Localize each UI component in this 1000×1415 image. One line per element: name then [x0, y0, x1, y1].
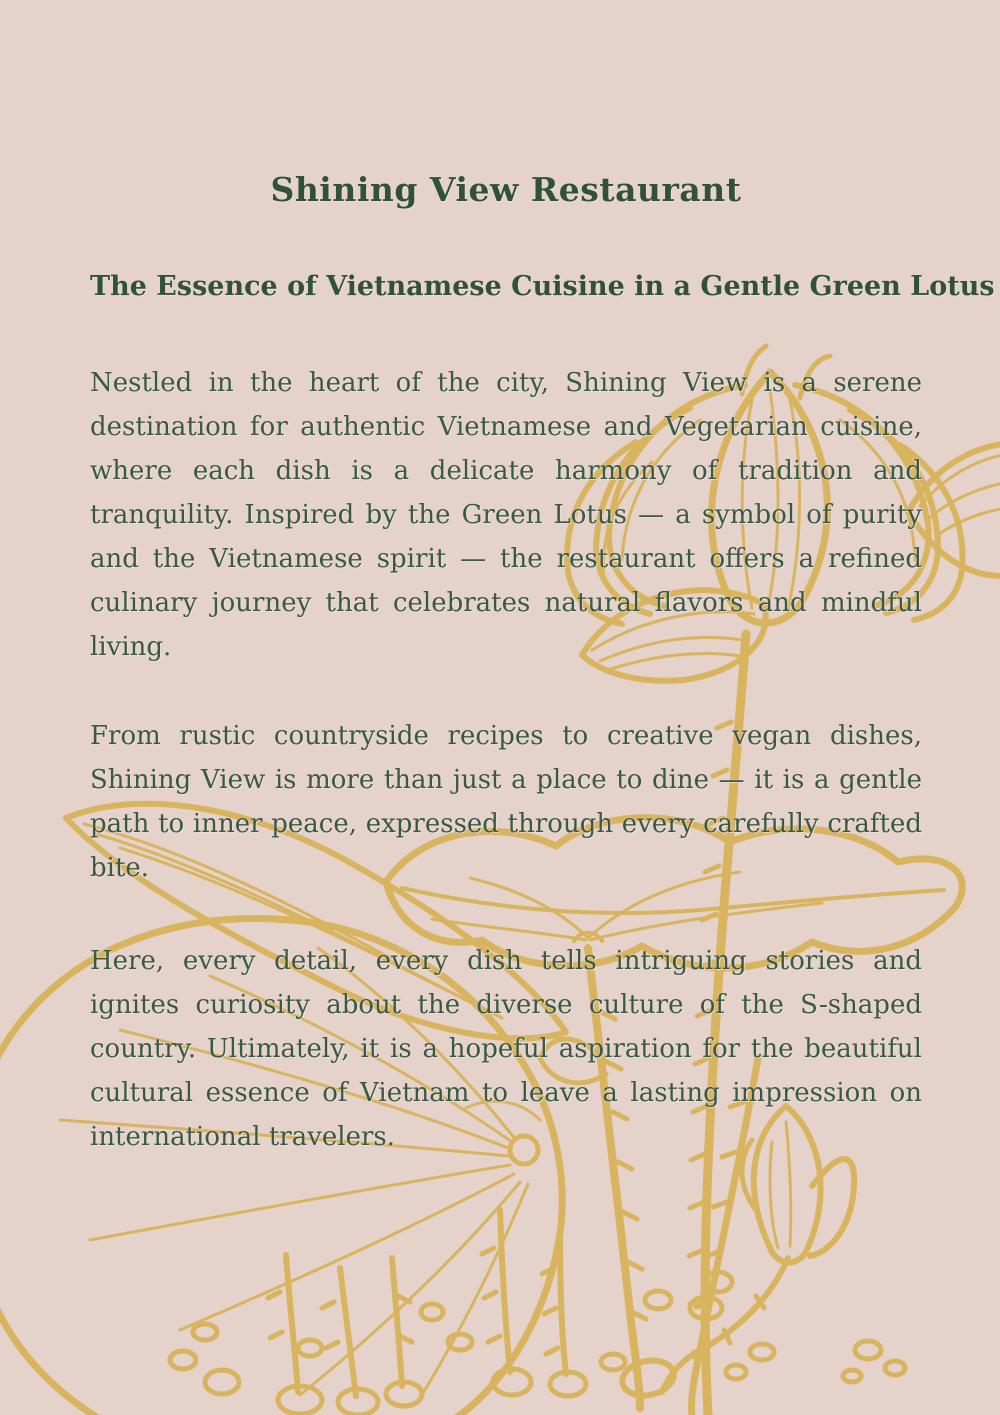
- philosophy-paragraph: From rustic countryside recipes to creative vegan dishes, Shining View is more than just a place to dine — it is a gentle path to inner peace, expressed through every carefully crafted bite.: [90, 721, 922, 883]
- page-title: Shining View Restaurant: [270, 170, 742, 209]
- page-subtitle: The Essence of Vietnamese Cuisine in a Gentle Green Lotus: [90, 271, 995, 302]
- closing-paragraph: Here, every detail, every dish tells intriguing stories and ignites curiosity about the diverse culture of the S-shaped country. Ultimately, it is a hopeful aspiration for the beautiful cultural essence of Vietnam to leave a lasting impression on international travelers.: [90, 946, 922, 1152]
- intro-paragraph: Nestled in the heart of the city, Shining View is a serene destination for authentic Vietnamese and Vegetarian cuisine, where each dish is a delicate harmony of tradition and tranquility. Inspired by the Green Lotus — a symbol of purity and the Vietnamese spirit — the restaurant offers a refined culinary journey that celebrates natural flavors and mindful living.: [90, 368, 922, 662]
